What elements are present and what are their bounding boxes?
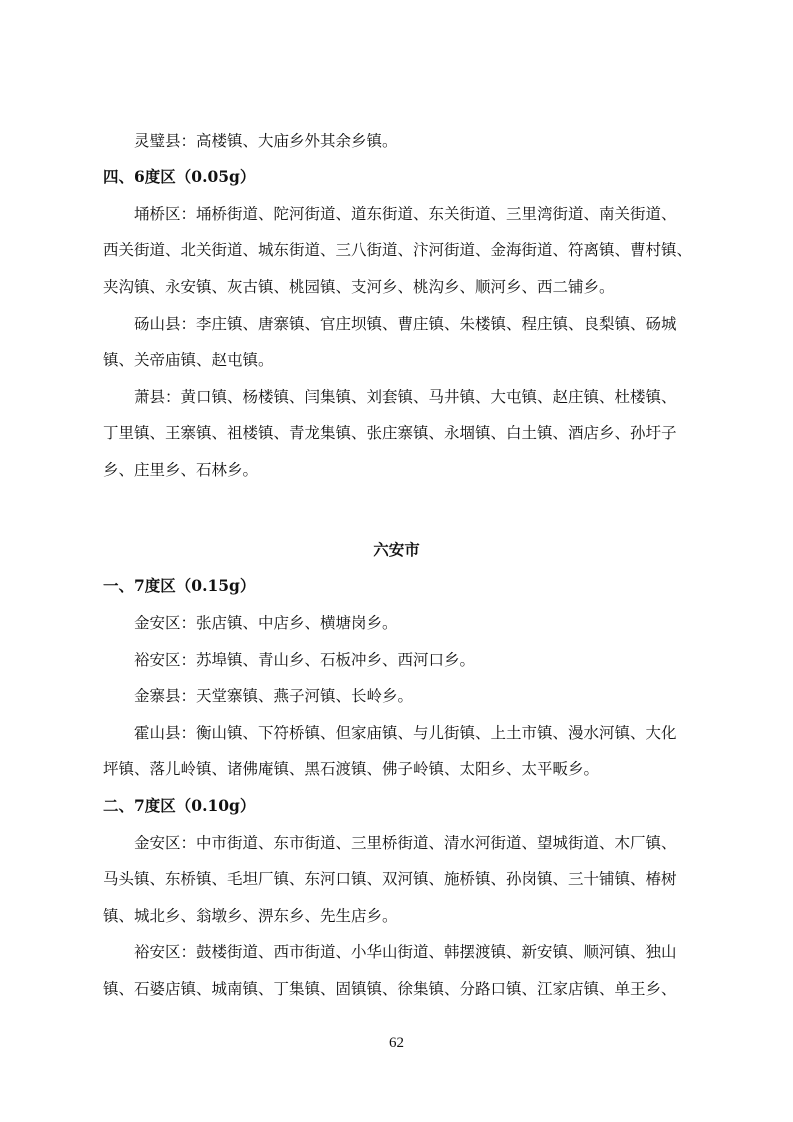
text-line: 萧县：黄口镇、杨楼镇、闫集镇、刘套镇、马井镇、大屯镇、赵庄镇、杜楼镇、 [134,388,677,406]
text-line: 埇桥区：埇桥街道、陀河街道、道东街道、东关街道、三里湾街道、南关街道、 [134,205,677,223]
page-number: 62 [389,1035,404,1051]
text-line: 镇、石婆店镇、城南镇、丁集镇、固镇镇、徐集镇、分路口镇、江家店镇、单王乡、 [103,980,677,998]
text-line: 镇、关帝庙镇、赵屯镇。 [103,351,274,369]
text-line: 裕安区：鼓楼街道、西市街道、小华山街道、韩摆渡镇、新安镇、顺河镇、独山 [134,943,677,961]
text-line: 霍山县：衡山镇、下符桥镇、但家庙镇、与儿街镇、上土市镇、漫水河镇、大化 [134,724,677,742]
text-line: 裕安区：苏埠镇、青山乡、石板冲乡、西河口乡。 [134,651,476,669]
city-heading: 六安市 [373,540,420,559]
section-heading: 一、7度区（0.15g） [103,576,256,595]
text-line: 金安区：张店镇、中店乡、横塘岗乡。 [134,614,398,632]
text-line: 金寨县：天堂寨镇、燕子河镇、长岭乡。 [134,687,414,705]
section-heading: 四、6度区（0.05g） [103,167,256,186]
text-line: 砀山县：李庄镇、唐寨镇、官庄坝镇、曹庄镇、朱楼镇、程庄镇、良梨镇、砀城 [134,315,677,333]
text-line: 西关街道、北关街道、城东街道、三八街道、汴河街道、金海街道、符离镇、曹村镇、 [103,241,693,259]
text-line: 坪镇、落儿岭镇、诸佛庵镇、黑石渡镇、佛子岭镇、太阳乡、太平畈乡。 [103,760,600,778]
text-line: 乡、庄里乡、石林乡。 [103,461,259,479]
text-line: 马头镇、东桥镇、毛坦厂镇、东河口镇、双河镇、施桥镇、孙岗镇、三十铺镇、椿树 [103,870,677,888]
text-line: 丁里镇、王寨镇、祖楼镇、青龙集镇、张庄寨镇、永堌镇、白土镇、酒店乡、孙圩子 [103,424,677,442]
text-line: 灵璧县：高楼镇、大庙乡外其余乡镇。 [134,132,398,150]
text-line: 镇、城北乡、翁墩乡、淠东乡、先生店乡。 [103,907,398,925]
section-heading: 二、7度区（0.10g） [103,796,256,815]
text-line: 夹沟镇、永安镇、灰古镇、桃园镇、支河乡、桃沟乡、顺河乡、西二铺乡。 [103,278,615,296]
text-line: 金安区：中市街道、东市街道、三里桥街道、清水河街道、望城街道、木厂镇、 [134,834,677,852]
